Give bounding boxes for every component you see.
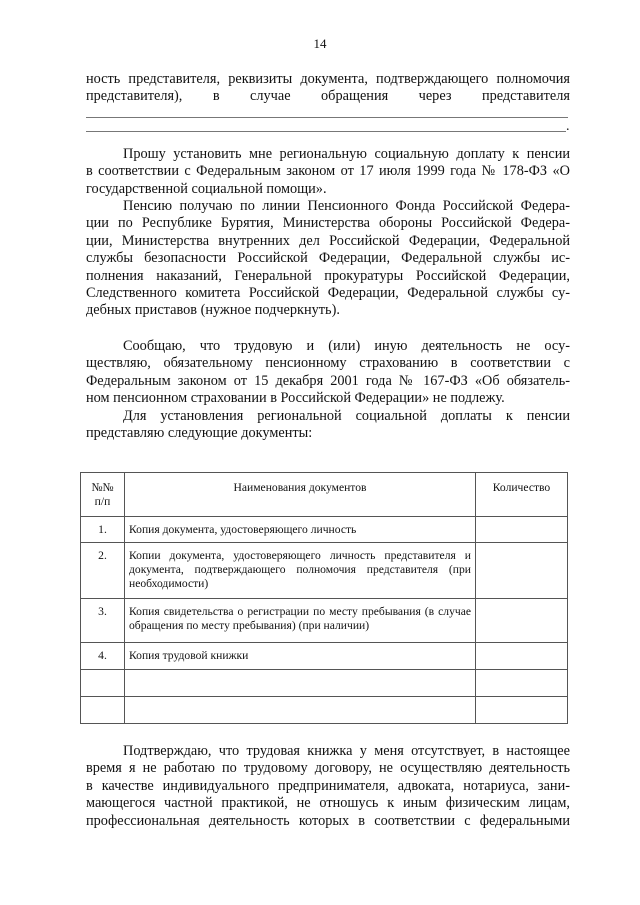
row-document-name: Копии документа, удостоверяющего личность представителя и документа, подтверждающего полномочия представителя (при необходимости) bbox=[125, 543, 476, 599]
paragraph-confirmation-line: время я не работаю по трудовому договору, не осуществляю деятельность bbox=[86, 760, 570, 777]
header-qty: Количество bbox=[476, 473, 568, 517]
row-quantity bbox=[476, 643, 568, 670]
row-num: 2. bbox=[81, 543, 125, 599]
paragraph-pension-line: дебных приставов (нужное подчеркнуть). bbox=[86, 302, 340, 319]
row-document-name: Копия свидетельства о регистрации по месту пребывания (в случае обращения по месту пребывания) (при наличии) bbox=[125, 599, 476, 643]
row-num: 1. bbox=[81, 517, 125, 543]
table-row-empty bbox=[81, 697, 568, 724]
paragraph-pension-line: ции, Министерства внутренних дел Российской Федерации, Федеральной bbox=[86, 232, 570, 249]
documents-table bbox=[80, 472, 568, 724]
paragraph-pension-line: Пенсию получаю по линии Пенсионного Фонда Российской Федера- bbox=[123, 198, 570, 214]
paragraph-pension-line: службы безопасности Российской Федерации, Федеральной службы ис- bbox=[86, 250, 570, 267]
paragraph-request bbox=[86, 146, 570, 198]
row-quantity bbox=[476, 517, 568, 543]
intro-line-1: ность представителя, реквизиты документа, подтверждающего полномочия bbox=[86, 71, 570, 87]
paragraph-pension-source bbox=[86, 198, 570, 320]
paragraph-employment-line: Федеральным законом от 15 декабря 2001 года № 167-ФЗ «Об обязатель- bbox=[86, 372, 570, 389]
paragraph-documents-line: Для установления региональной социальной доплаты к пенсии bbox=[123, 408, 570, 424]
page-number: 14 bbox=[313, 36, 327, 51]
intro-line-2: представителя), в случае обращения через представителя bbox=[86, 88, 570, 105]
paragraph-pension-line: полнения наказаний, Генеральной прокуратуры Российской Федерации, bbox=[86, 267, 570, 284]
table-row-empty bbox=[81, 670, 568, 697]
row-num bbox=[81, 697, 125, 724]
paragraph-pension-line: Следственного комитета Российской Федерации, Федеральной службы су- bbox=[86, 285, 570, 302]
row-document-name bbox=[125, 670, 476, 697]
row-quantity bbox=[476, 697, 568, 724]
row-quantity bbox=[476, 543, 568, 599]
paragraph-confirmation bbox=[86, 743, 570, 830]
paragraph-request-line: Прошу установить мне региональную социальную доплату к пенсии bbox=[123, 146, 570, 162]
paragraph-pension-line: ции по Республике Бурятия, Министерства обороны Российской Федера- bbox=[86, 215, 570, 232]
paragraph-confirmation-line: Подтверждаю, что трудовая книжка у меня отсутствует, в настоящее bbox=[123, 743, 570, 759]
row-quantity bbox=[476, 599, 568, 643]
paragraph-request-line: в соответствии с Федеральным законом от 17 июля 1999 года № 178-ФЗ «О bbox=[86, 163, 570, 180]
paragraph-request-line: государственной социальной помощи». bbox=[86, 180, 327, 197]
paragraph-documents-intro bbox=[86, 408, 570, 443]
blank-line-end-dot: . bbox=[566, 119, 570, 134]
header-num: №№ п/п bbox=[81, 473, 125, 517]
paragraph-employment-line: ном пенсионном страховании в Российской Федерации» не подлежу. bbox=[86, 390, 505, 407]
paragraph-confirmation-line: мающегося частной практикой, не отношусь к иным физическим лицам, bbox=[86, 795, 570, 812]
row-num bbox=[81, 670, 125, 697]
row-num: 3. bbox=[81, 599, 125, 643]
paragraph-documents-line: представляю следующие документы: bbox=[86, 425, 313, 442]
paragraph-confirmation-line: профессиональная деятельность которых в соответствии с федеральными bbox=[86, 812, 570, 829]
intro-text bbox=[86, 71, 570, 106]
blank-line-2 bbox=[86, 131, 566, 132]
row-num: 4. bbox=[81, 643, 125, 670]
table-row bbox=[81, 643, 568, 670]
row-document-name bbox=[125, 697, 476, 724]
paragraph-confirmation-line: в качестве индивидуального предпринимателя, адвоката, нотариуса, зани- bbox=[86, 777, 570, 794]
row-document-name: Копия документа, удостоверяющего личность bbox=[125, 517, 476, 543]
table-header-row bbox=[81, 473, 568, 517]
table-row bbox=[81, 543, 568, 599]
header-name: Наименования документов bbox=[125, 473, 476, 517]
table-row bbox=[81, 517, 568, 543]
blank-line-1 bbox=[86, 117, 568, 118]
row-document-name: Копия трудовой книжки bbox=[125, 643, 476, 670]
paragraph-employment bbox=[86, 338, 570, 408]
paragraph-employment-line: Сообщаю, что трудовую и (или) иную деятельность не осу- bbox=[123, 338, 570, 354]
row-quantity bbox=[476, 670, 568, 697]
paragraph-employment-line: ществляю, обязательному пенсионному страхованию в соответствии с bbox=[86, 355, 570, 372]
table-row bbox=[81, 599, 568, 643]
